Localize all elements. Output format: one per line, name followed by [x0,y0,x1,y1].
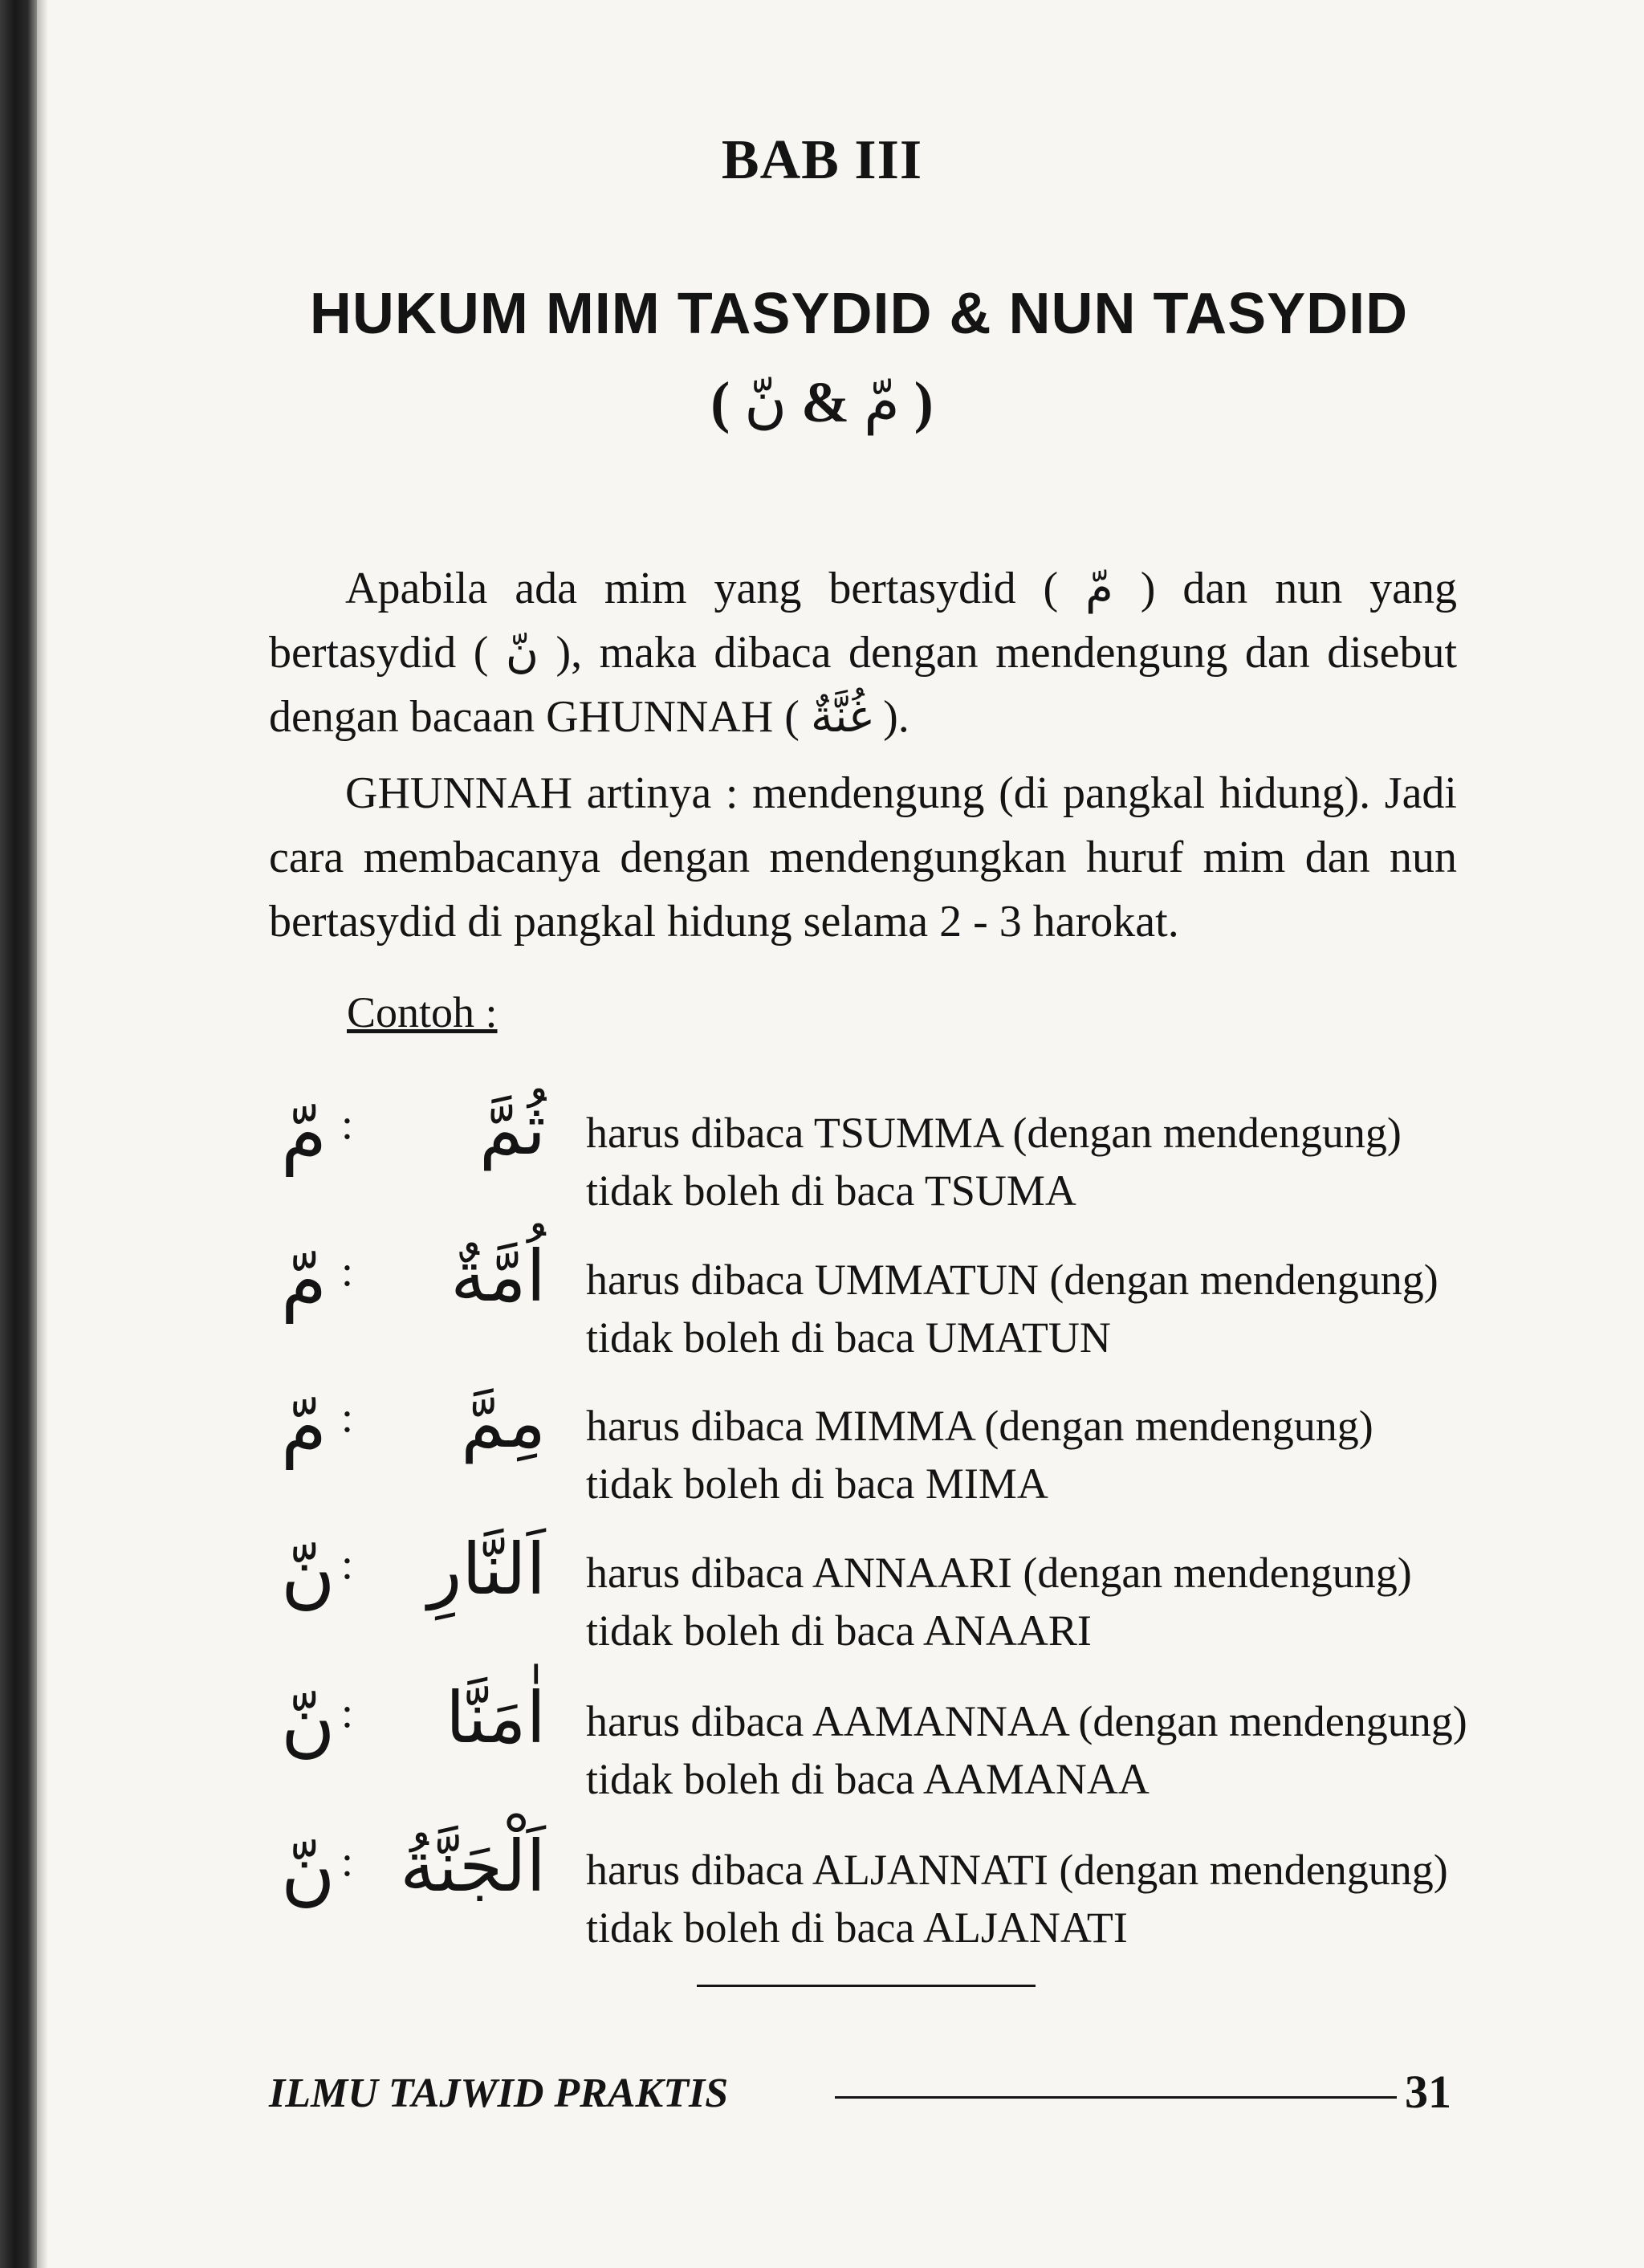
example-colon: : [341,1837,354,1885]
example-correct-reading: harus dibaca UMMATUN (dengan mendengung) [586,1256,1438,1304]
subtitle-open-paren: ( [710,370,730,434]
example-colon: : [341,1540,354,1588]
example-explanation [586,1104,1402,1220]
example-explanation [586,1692,1467,1808]
example-arabic-word: ثُمَّ [478,1088,546,1171]
example-arabic-word: اَلنَّارِ [427,1528,546,1610]
example-row [265,1373,1469,1517]
intro-text-2: ) dan nun yang bertasydid ( [269,564,1457,678]
subtitle-close-paren: ) [914,370,934,434]
chapter-title: HUKUM MIM TASYDID & NUN TASYDID [309,282,1409,346]
example-colon: : [341,1247,354,1295]
example-arabic-word: اُمَّةٌ [450,1235,546,1317]
example-correct-reading: harus dibaca ALJANNATI (dengan mendengung) [586,1846,1448,1894]
intro-text-3: ), maka dibaca dengan mendengung dan disebut dengan bacaan GHUNNAH ( [269,628,1458,742]
intro-mim-tasydid: مّ [1085,562,1113,614]
example-incorrect-reading: tidak boleh di baca ANAARI [586,1606,1092,1655]
example-correct-reading: harus dibaca TSUMMA (dengan mendengung) [586,1109,1402,1157]
example-explanation [586,1251,1438,1366]
example-arabic-word: اٰمَنَّا [446,1676,546,1759]
example-correct-reading: harus dibaca MIMMA (dengan mendengung) [586,1402,1373,1450]
example-explanation [586,1397,1373,1513]
ghunnah-definition-text: GHUNNAH artinya : mendengung (di pangkal hidung). Jadi cara membacanya dengan mendengungkan huruf mim dan nun bertasydid di pangkal hidung selama 2 - 3 harokat. [269,768,1457,947]
example-arabic-word: اَلْجَنَّةُ [400,1825,546,1908]
footer-book-title: ILMU TAJWID PRAKTIS [269,2071,729,2116]
chapter-subtitle [0,368,1644,436]
intro-ghunnah-arabic: غُنَّةٌ [810,690,873,743]
example-colon: : [341,1100,354,1148]
intro-text-4: ). [883,692,909,742]
chapter-heading: BAB III [721,129,923,191]
example-tasydid-letter: نّ [281,1680,336,1765]
example-arabic-word: مِمَّ [461,1381,546,1464]
example-incorrect-reading: tidak boleh di baca UMATUN [586,1313,1111,1362]
section-divider [697,1985,1036,1987]
intro-nun-tasydid: نّ [505,626,539,678]
example-tasydid-letter: مّ [281,1384,327,1470]
example-tasydid-letter: مّ [281,1091,327,1177]
example-colon: : [341,1688,354,1737]
intro-text-1: Apabila ada mim yang bertasydid ( [345,564,1059,613]
example-row [265,1227,1469,1371]
paragraph-ghunnah-definition [269,761,1457,954]
example-incorrect-reading: tidak boleh di baca MIMA [586,1460,1048,1508]
example-tasydid-letter: نّ [281,1531,336,1617]
subtitle-mim-tasydid: مّ [864,368,900,435]
example-row [265,1668,1469,1813]
page-gutter [37,0,48,2268]
example-correct-reading: harus dibaca ANNAARI (dengan mendengung) [586,1549,1412,1597]
example-explanation [586,1544,1412,1659]
example-correct-reading: harus dibaca AAMANNAA (dengan mendengung) [586,1697,1467,1745]
example-row [265,1080,1469,1224]
example-tasydid-letter: نّ [281,1828,336,1914]
subtitle-nun-tasydid: نّ [744,368,787,435]
example-tasydid-letter: مّ [281,1238,327,1324]
example-colon: : [341,1393,354,1441]
footer-rule [835,2096,1397,2099]
example-row [265,1817,1469,1961]
example-incorrect-reading: tidak boleh di baca ALJANATI [586,1904,1128,1952]
subtitle-ampersand: & [801,370,850,434]
example-incorrect-reading: tidak boleh di baca TSUMA [586,1167,1076,1215]
example-incorrect-reading: tidak boleh di baca AAMANAA [586,1755,1150,1803]
page-number: 31 [1405,2066,1451,2118]
example-explanation [586,1841,1448,1957]
examples-label: Contoh : [347,988,498,1036]
book-spine-shadow [0,0,37,2268]
example-row [265,1520,1469,1664]
paragraph-intro [269,556,1457,749]
